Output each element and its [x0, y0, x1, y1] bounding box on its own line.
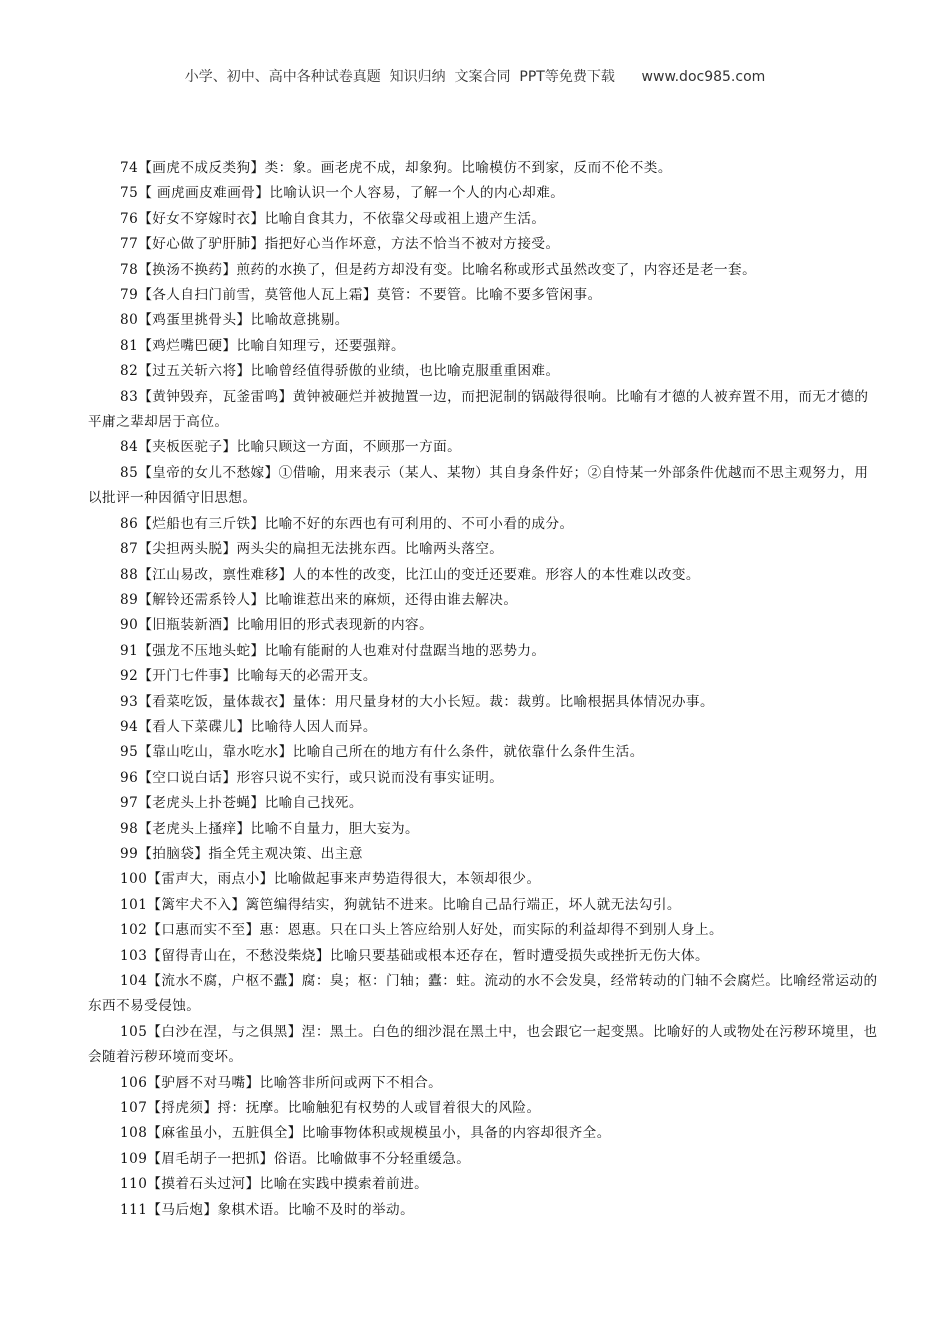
idiom-entry: 91【强龙不压地头蛇】比喻有能耐的人也难对付盘踞当地的恶势力。: [120, 642, 546, 659]
idiom-entry: 81【鸡烂嘴巴硬】比喻自知理亏，还要强辩。: [120, 337, 406, 354]
idiom-entry: 101【篱牢犬不入】篱笆编得结实，狗就钻不进来。比喻自己品行端正，坏人就无法勾引。: [120, 896, 681, 913]
idiom-entry: 110【摸着石头过河】比喻在实践中摸索着前进。: [120, 1176, 429, 1193]
idiom-entry: 108【麻雀虽小，五脏俱全】比喻事物体积或规模虽小，具备的内容却很齐全。: [120, 1125, 611, 1142]
idiom-entry: 106【驴唇不对马嘴】比喻答非所问或两下不相合。: [120, 1074, 443, 1091]
idiom-entry: 100【雷声大，雨点小】比喻做起事来声势造得很大，本领却很少。: [120, 871, 541, 888]
idiom-entry: 87【尖担两头脱】两头尖的扁担无法挑东西。比喻两头落空。: [120, 541, 504, 558]
idiom-entry: 94【看人下菜碟儿】比喻待人因人而异。: [120, 718, 377, 735]
idiom-entry: 105【白沙在涅，与之俱黑】涅：黑土。白色的细沙混在黑土中，也会跟它一起变黑。比喻好的人或物处在污秽环境里，也会随着污秽环境而变坏。: [88, 1023, 878, 1066]
idiom-entry: 107【捋虎须】捋：抚摩。比喻触犯有权势的人或冒着很大的风险。: [120, 1100, 541, 1117]
idiom-entry: 82【过五关斩六将】比喻曾经值得骄傲的业绩，也比喻克服重重困难。: [120, 363, 560, 380]
idiom-entry: 77【好心做了驴肝肺】指把好心当作坏意，方法不恰当不被对方接受。: [120, 236, 560, 253]
idiom-entry: 102【口惠而实不至】惠：恩惠。只在口头上答应给别人好处，而实际的利益却得不到别人身上。: [120, 922, 724, 939]
idiom-entry: 98【老虎头上搔痒】比喻不自量力，胆大妄为。: [120, 820, 420, 837]
idiom-entry: 97【老虎头上扑苍蝇】比喻自己找死。: [120, 795, 363, 812]
idiom-entry: 111【马后炮】象棋术语。比喻不及时的举动。: [120, 1201, 415, 1218]
idiom-entry: 85【皇帝的女儿不愁嫁】①借喻，用来表示（某人、某物）其自身条件好；②自恃某一外部条件优越而不思主观努力，用以批评一种因循守旧思想。: [88, 464, 869, 507]
idiom-entry: 89【解铃还需系铃人】比喻谁惹出来的麻烦，还得由谁去解决。: [120, 591, 518, 608]
idiom-entry: 95【靠山吃山，靠水吃水】比喻自己所在的地方有什么条件，就依靠什么条件生活。: [120, 744, 644, 761]
idiom-entry: 93【看菜吃饭，量体裁衣】量体：用尺量身材的大小长短。裁：裁剪。比喻根据具体情况办事。: [120, 693, 714, 710]
idiom-entry: 78【换汤不换药】煎药的水换了，但是药方却没有变。比喻名称或形式虽然改变了，内容还是老一套。: [120, 261, 757, 278]
idiom-entry: 99【拍脑袋】指全凭主观决策、出主意: [120, 845, 363, 862]
idiom-list: [88, 156, 878, 1223]
idiom-entry: 84【夹板医驼子】比喻只顾这一方面，不顾那一方面。: [120, 439, 462, 456]
idiom-entry: 74【画虎不成反类狗】类：象。画老虎不成，却象狗。比喻模仿不到家，反而不伦不类。: [120, 160, 672, 176]
idiom-entry: 92【开门七件事】比喻每天的必需开支。: [120, 668, 377, 685]
idiom-entry: 75【 画虎画皮难画骨】比喻认识一个人容易，了解一个人的内心却难。: [120, 185, 565, 202]
idiom-entry: 83【黄钟毁弃，瓦釜雷鸣】黄钟被砸烂并被抛置一边，而把泥制的锅敲得很响。比喻有才德的人被弃置不用，而无才德的平庸之辈却居于高位。: [88, 388, 869, 431]
idiom-entry: 104【流水不腐，户枢不蠹】腐：臭；枢：门轴；蠹：蛀。流动的水不会发臭，经常转动的门轴不会腐烂。比喻经常运动的东西不易受侵蚀。: [88, 973, 878, 1015]
page-header: 小学、初中、高中各种试卷真题 知识归纳 文案合同 PPT等免费下载 www.doc985.com: [184, 69, 766, 85]
idiom-entry: 96【空口说白话】形容只说不实行，或只说而没有事实证明。: [120, 769, 504, 786]
idiom-entry: 86【烂船也有三斤铁】比喻不好的东西也有可利用的、不可小看的成分。: [120, 515, 574, 532]
idiom-entry: 88【江山易改，禀性难移】人的本性的改变，比江山的变迁还要难。形容人的本性难以改变。: [120, 566, 700, 583]
idiom-entry: 103【留得青山在，不愁没柴烧】比喻只要基础或根本还存在，暂时遭受损失或挫折无伤大体。: [120, 947, 710, 964]
idiom-entry: 109【眉毛胡子一把抓】俗语。比喻做事不分轻重缓急。: [120, 1150, 471, 1167]
idiom-entry: 79【各人自扫门前雪，莫管他人瓦上霜】莫管：不要管。比喻不要多管闲事。: [120, 287, 602, 304]
idiom-entry: 80【鸡蛋里挑骨头】比喻故意挑剔。: [120, 312, 349, 329]
idiom-entry: 90【旧瓶装新酒】比喻用旧的形式表现新的内容。: [120, 617, 434, 634]
idiom-entry: 76【好女不穿嫁时衣】比喻自食其力，不依靠父母或祖上遗产生活。: [120, 210, 546, 227]
